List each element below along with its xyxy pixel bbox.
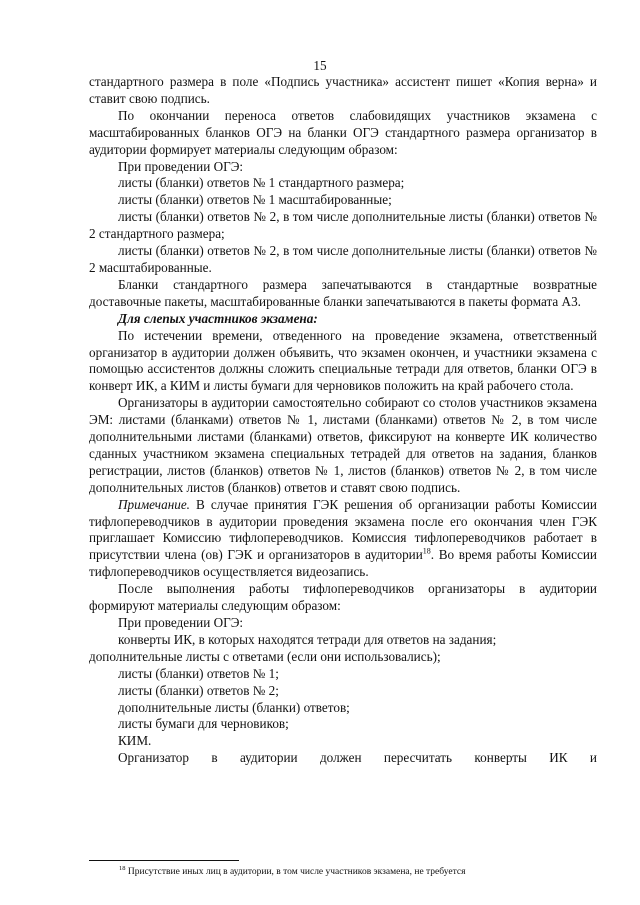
paragraph: При проведении ОГЭ: <box>118 615 244 630</box>
document-body <box>89 74 597 767</box>
section-heading: Для слепых участников экзамена: <box>118 310 318 326</box>
paragraph: стандартного размера в поле «Подпись участника» ассистент пишет «Копия верна» и ставит свою подпись. <box>89 74 597 106</box>
paragraph: листы (бланки) ответов № 1 масштабированные; <box>118 192 392 208</box>
paragraph: листы (бланки) ответов № 1; <box>118 665 279 681</box>
paragraph: По истечении времени, отведенного на проведение экзамена, ответственный организатор в аудитории должен объявить, что экзамен окончен, и участники экзамена с помощью ассистентов должны сложить специальные тетради для ответов, бланки ОГЭ в конверт ИК, а КИМ и листы бумаги для черновиков положить на край рабочего стола. <box>89 327 597 394</box>
paragraph: дополнительные листы (бланки) ответов; <box>118 699 350 715</box>
footnote-text: Присутствие иных лиц в аудитории, в том числе участников экзамена, не требуется <box>125 867 466 877</box>
paragraph: листы (бланки) ответов № 2, в том числе дополнительные листы (бланки) ответов № 2 стандартного размера; <box>89 209 597 242</box>
paragraph: После выполнения работы тифлопереводчиков организаторы в аудитории формируют материалы следующим образом: <box>89 581 597 614</box>
footnote-reference: 18 <box>422 546 431 556</box>
paragraph: листы (бланки) ответов № 2, в том числе дополнительные листы (бланки) ответов № 2 масштабированные. <box>89 243 597 275</box>
paragraph: Организатор в аудитории должен пересчитать конверты ИК и <box>118 750 597 766</box>
paragraph: конверты ИК, в которых находятся тетради для ответов на задания; <box>118 631 497 647</box>
note-text: В случае принятия ГЭК решения об организации работы Комиссии тифлопереводчиков в аудитории проведения экзамена после его окончания член ГЭК приглашает Комиссию тифлопереводчиков. Комиссия тифлопереводчиков работает в присутствии члена (ов) ГЭК и организаторов в аудитории <box>89 496 597 563</box>
paragraph: КИМ. <box>118 733 152 749</box>
paragraph: дополнительные листы с ответами (если они использовались); <box>89 648 441 664</box>
note-label: Примечание. <box>118 496 190 512</box>
paragraph: листы (бланки) ответов № 2; <box>118 682 279 698</box>
footnote-mark: 18 <box>119 864 126 872</box>
paragraph: Организаторы в аудитории самостоятельно собирают со столов участников экзамена ЭМ: листами (бланками) ответов № 1, листами (бланками) ответов № 2, в том числе дополнительными листами (бланками) ответов, фиксируют на конверте ИК количество сданных участником экзамена специальных тетрадей для ответов на задания, бланков регистрации, листов (бланков) ответов № 1, листов (бланков) ответов № 2, в том числе дополнительных листов (бланков) ответов и ставят свою подпись. <box>89 395 597 495</box>
footnote-separator <box>89 860 239 861</box>
page-number: 15 <box>313 58 327 73</box>
paragraph: При проведении ОГЭ: <box>118 158 244 174</box>
paragraph: По окончании переноса ответов слабовидящих участников экзамена с масштабированных бланков ОГЭ на бланки ОГЭ стандартного размера организатор в аудитории формирует материалы следующим образом: <box>89 107 597 157</box>
paragraph: Бланки стандартного размера запечатываются в стандартные возвратные доставочные пакеты, масштабированные бланки запечатываются в пакеты формата А3. <box>89 276 597 309</box>
paragraph: листы (бланки) ответов № 1 стандартного размера; <box>118 175 405 191</box>
footnote <box>119 866 599 878</box>
paragraph: листы бумаги для черновиков; <box>118 716 289 732</box>
note-paragraph <box>89 497 597 582</box>
note-text-tail: . Во время работы Комиссии тифлопереводчиков осуществляется видеозапись. <box>89 547 597 580</box>
